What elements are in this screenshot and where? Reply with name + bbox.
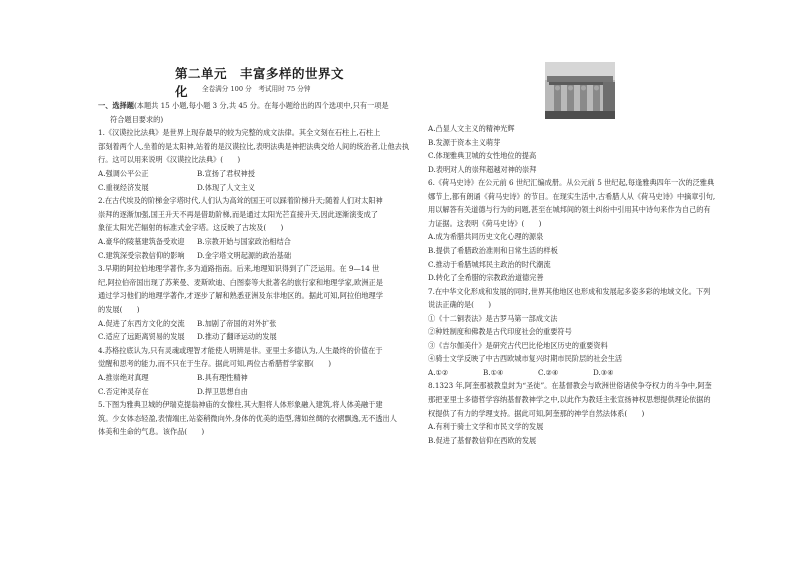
option-text: B.加剧了帝国的对外扩张 [197, 318, 277, 328]
question-text: 行。这可以用来说明《汉谟拉比法典》( ) [98, 155, 241, 165]
question-text: A.有利于骑士文学和市民文学的发展 [428, 422, 544, 432]
question-text: 8.1323 年,阿奎那被教皇封为“圣徒”。在基督教会与欧洲世俗诸侯争夺权力的斗争中,阿奎 [428, 381, 712, 391]
option-text: C.建筑深受宗教信仰的影响 [98, 250, 185, 260]
question-text: 用以解答有关道德与行为的问题,甚至在城邦间的领土纠纷中引用其中诗句来作为自己的有 [428, 205, 711, 215]
question-text: 纪,阿拉伯帝国出现了苏莱曼、麦斯欧迪、白图泰等大批著名的旅行家和地理学家,欧洲正是 [98, 277, 383, 287]
question-text: 娜节上,都有朗诵《荷马史诗》的节目。在现实生活中,古希腊人从《荷马史诗》中摘章引句, [428, 191, 716, 201]
question-text: 1.《汉谟拉比法典》是世界上现存最早的较为完整的成文法律。其全文刻在石柱上,石柱上 [98, 128, 381, 138]
option-text: C.否定神灵存在 [98, 386, 149, 396]
question-text: A.成为希腊共同历史文化心理的源泉 [428, 232, 544, 242]
option-text: C.重视经济发展 [98, 182, 149, 192]
option-text: D.推动了翻译运动的发展 [197, 332, 277, 342]
question-text: A.凸显人文主义的精神光辉 [428, 124, 515, 133]
question-text: ③《吉尔伽美什》是研究古代巴比伦地区历史的重要资料 [428, 340, 608, 350]
option-text: B.宣扬了君权神授 [197, 169, 255, 178]
option-text: A.豪华的陵墓建筑备受欢迎 [98, 237, 185, 246]
option-text: A.推崇绝对真理 [98, 373, 149, 382]
question-text: 象征太阳光芒辐射的标准式金字塔。这反映了古埃及( ) [98, 223, 284, 233]
option-text: A.促进了东西方文化的交流 [98, 318, 185, 328]
question-text: 说法正确的是( ) [428, 300, 492, 310]
question-text: 筑。少女体态轻盈,表情端庄,站姿稍微向外,身体的优美的造型,薄如丝绸的衣褶飘逸,无不透出人 [98, 413, 397, 423]
question-text: 崇拜的逐渐加强,国王升天不再是借助阶梯,而是通过太阳光芒直接升天,因此逐渐演变成了 [98, 209, 378, 219]
question-text: C.体现雅典卫城的女性地位的提高 [428, 151, 537, 161]
question-text: 5.下图为雅典卫城的伊瑞克提翁神庙的女像柱,其大胆将人体形象融入建筑,将人体美融于建 [98, 400, 383, 410]
question-text: ①《十二铜表法》是古罗马第一部成文法 [428, 313, 558, 323]
option-text: D.金字塔文明起源的政治基础 [197, 250, 292, 260]
question-text: B.促进了基督教信仰在西欧的发展 [428, 435, 537, 445]
question-text: 6.《荷马史诗》在公元前 6 世纪汇编成册。从公元前 5 世纪起,每逢雅典四年一次的泛雅典 [428, 178, 715, 188]
question-text: 部刻着两个人,坐着的是太阳神,站着的是汉谟拉比,表明法典是神把法典交给人间的统治者,让他去执 [98, 141, 410, 151]
option-text: C.②④ [538, 367, 559, 377]
option-text: A.强调公平公正 [98, 169, 149, 178]
option-text: D.捍卫思想自由 [197, 386, 248, 396]
question-text: ④骑士文学反映了中古西欧城市复兴时期市民阶层的社会生活 [428, 354, 623, 364]
question-text: 力证据。这表明《荷马史诗》( ) [428, 218, 542, 228]
question-text: 体美和生命的气息。该作品( ) [98, 427, 205, 437]
option-text: D.③④ [593, 367, 614, 377]
section-heading [98, 101, 389, 110]
question-text: D.转化了全希腊的宗教政治道德完善 [428, 273, 544, 283]
question-text: 的发展( ) [98, 305, 140, 314]
option-text: B.宗教开始与国家政治相结合 [197, 237, 291, 246]
question-text: 通过学习他们的地理学著作,才逐步了解和熟悉亚洲及东非地区的。据此可知,阿拉伯地理学 [98, 291, 383, 301]
section-instructions: (本题共 15 小题,每小题 3 分,共 45 分。在每小题给出的四个选项中,只有一项是 [133, 101, 389, 110]
option-text: A.①② [428, 367, 449, 377]
question-text: 符合题目要求的) [110, 114, 164, 124]
question-text: 觉醒和思考的能力,而不只在于生存。据此可知,两位古希腊哲学家都( ) [98, 359, 331, 369]
question-text: 权提供了有力的学理支持。据此可知,阿奎那的神学自然法体系( ) [428, 408, 645, 418]
caryatid-photo [545, 62, 615, 119]
question-text: 3.早期的阿拉伯地理学著作,多为道路指南。后来,地理知识得到了广泛运用。在 9—14 世 [98, 264, 380, 274]
page-title: 第二单元 丰富多样的世界文化 [175, 66, 345, 99]
question-text: 那把亚里士多德哲学容纳基督教神学之中,以此作为教廷主张宣扬神权思想提供理论依据的 [428, 395, 711, 404]
option-text: D.体现了人文主义 [197, 182, 256, 192]
question-text: D.表明对人的崇拜超越对神的崇拜 [428, 164, 537, 174]
question-text: 7.在中华文化形成和发展的同时,世界其他地区也形成和发展起多姿多彩的地域文化。下列 [428, 286, 711, 296]
question-text: B.提供了希腊政治准则和日常生活的样板 [428, 245, 558, 255]
option-text: C.适应了远距离贸易的发展 [98, 332, 185, 342]
option-text: B.①④ [483, 367, 504, 377]
question-text: 2.在古代埃及的阶梯金字塔时代,人们认为高耸的国王可以踩着阶梯升天;随着人们对太阳神 [98, 196, 383, 206]
section-label: 一、选择题 [98, 101, 134, 110]
exam-info: 全卷满分 100 分 考试用时 75 分钟 [202, 85, 311, 93]
question-text: C.推动于希腊城邦民主政治的时代潮流 [428, 259, 551, 269]
option-text: B.具有理性精神 [197, 373, 248, 382]
question-text: 4.苏格拉底认为,只有灵魂或理智才能使人明辨是非。亚里士多德认为,人生最终的价值在于 [98, 345, 383, 355]
question-text: B.发源于资本主义萌芽 [428, 137, 501, 147]
question-text: ②种姓制度和佛教是古代印度社会的重要符号 [428, 327, 572, 337]
